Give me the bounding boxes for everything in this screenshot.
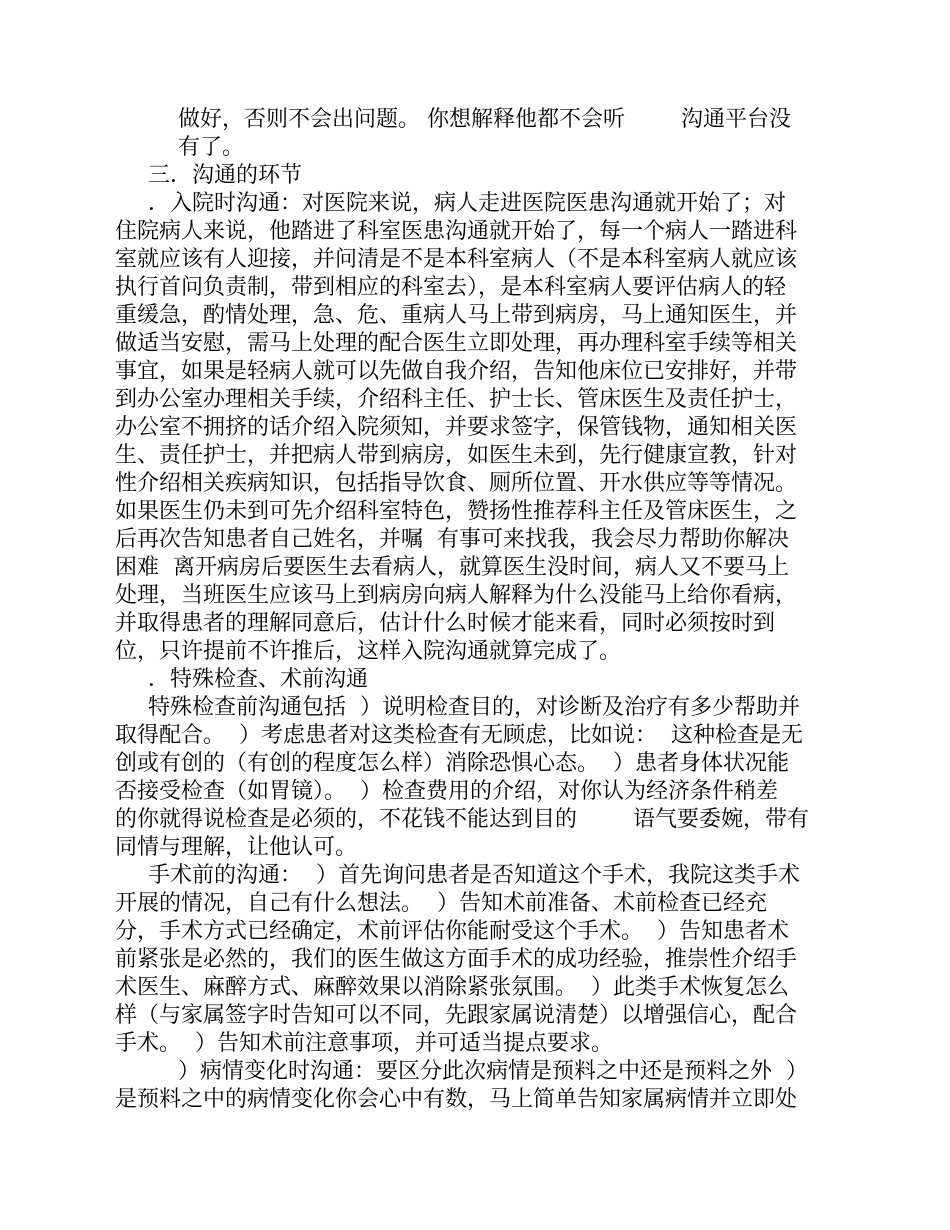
text-line: 的你就得说检查是必须的，不花钱不能达到目的 语气要委婉，带有	[115, 807, 809, 832]
text-line: 并取得患者的理解同意后，估计什么时候才能来看，同时必须按时到	[115, 611, 776, 636]
text-line: 创或有创的（有创的程度怎么样）消除恐惧心态。 ）患者身体状况能	[115, 751, 789, 776]
text-line: 否接受检查（如胃镜）。 ）检查费用的介绍，对你认为经济条件稍差	[115, 779, 778, 804]
text-line: 执行首问负责制，带到相应的科室去），是本科室病人要评估病人的轻	[115, 275, 787, 300]
text-line: 位，只许提前不许推后，这样入院沟通就算完成了。	[115, 639, 622, 664]
text-line: 手术。 ）告知术前注意事项，并可适当提点要求。	[115, 1031, 613, 1056]
text-line: 做适当安慰，需马上处理的配合医生立即处理，再办理科室手续等相关	[115, 331, 798, 356]
text-line: 是预料之中的病情变化你会心中有数，马上简单告知家属病情并立即处	[115, 1087, 798, 1112]
text-line: 重缓急，酌情处理，急、危、重病人马上带到病房，马上通知医生，并	[115, 303, 798, 328]
text-line: 样（与家属签字时告知可以不同，先跟家属说清楚）以增强信心，配合	[115, 1003, 798, 1028]
text-line: 术医生、麻醉方式、麻醉效果以消除紧张氛围。 ）此类手术恢复怎么	[115, 975, 789, 1000]
text-line: 同情与理解，让他认可。	[115, 835, 358, 860]
text-line: ）病情变化时沟通：要区分此次病情是预料之中还是预料之外 ）	[178, 1059, 808, 1084]
text-line: 有了。	[178, 135, 245, 160]
section-heading: 三．沟通的环节	[148, 163, 303, 188]
subsection-heading: ．入院时沟通：对医院来说，病人走进医院医患沟通就开始了；对	[148, 191, 787, 216]
text-line: 后再次告知患者自己姓名，并嘱 有事可来找我，我会尽力帮助你解决	[115, 527, 789, 552]
text-line: 取得配合。 ）考虑患者对这类检查有无顾虑，比如说： 这种检查是无	[115, 723, 803, 748]
text-line: 手术前的沟通： ）首先询问患者是否知道这个手术，我院这类手术	[148, 863, 800, 888]
text-line: 开展的情况，自己有什么想法。 ）告知术前准备、术前检查已经充	[115, 891, 767, 916]
text-line: 室就应该有人迎接，并问清是不是本科室病人（不是本科室病人就应该	[115, 247, 798, 272]
subsection-heading: ．特殊检查、术前沟通	[148, 667, 369, 692]
text-line: 如果医生仍未到可先介绍科室特色，赞扬性推荐科主任及管床医生，之	[115, 499, 798, 524]
text-line: 办公室不拥挤的话介绍入院须知，并要求签字，保管钱物，通知相关医	[115, 415, 798, 440]
text-line: 困难 离开病房后要医生去看病人，就算医生没时间，病人又不要马上	[115, 555, 789, 580]
text-line: 做好，否则不会出问题。 你想解释他都不会听 沟通平台没	[178, 107, 791, 132]
text-line: 事宜，如果是轻病人就可以先做自我介绍，告知他床位已安排好，并带	[115, 359, 798, 384]
text-line: 前紧张是必然的，我们的医生做这方面手术的成功经验，推崇性介绍手	[115, 947, 798, 972]
text-line: 处理，当班医生应该马上到病房向病人解释为什么没能马上给你看病，	[115, 583, 798, 608]
text-line: 性介绍相关疾病知识，包括指导饮食、厕所位置、开水供应等等情况。	[115, 471, 798, 496]
text-line: 住院病人来说，他踏进了科室医患沟通就开始了，每一个病人一踏进科	[115, 219, 798, 244]
text-line: 特殊检查前沟通包括 ）说明检查目的，对诊断及治疗有多少帮助并	[148, 695, 800, 720]
text-line: 生、责任护士，并把病人带到病房，如医生未到，先行健康宣教，针对	[115, 443, 798, 468]
text-line: 到办公室办理相关手续，介绍科主任、护士长、管床医生及责任护士，	[115, 387, 798, 412]
text-line: 分，手术方式已经确定，术前评估你能耐受这个手术。 ）告知患者术	[115, 919, 789, 944]
